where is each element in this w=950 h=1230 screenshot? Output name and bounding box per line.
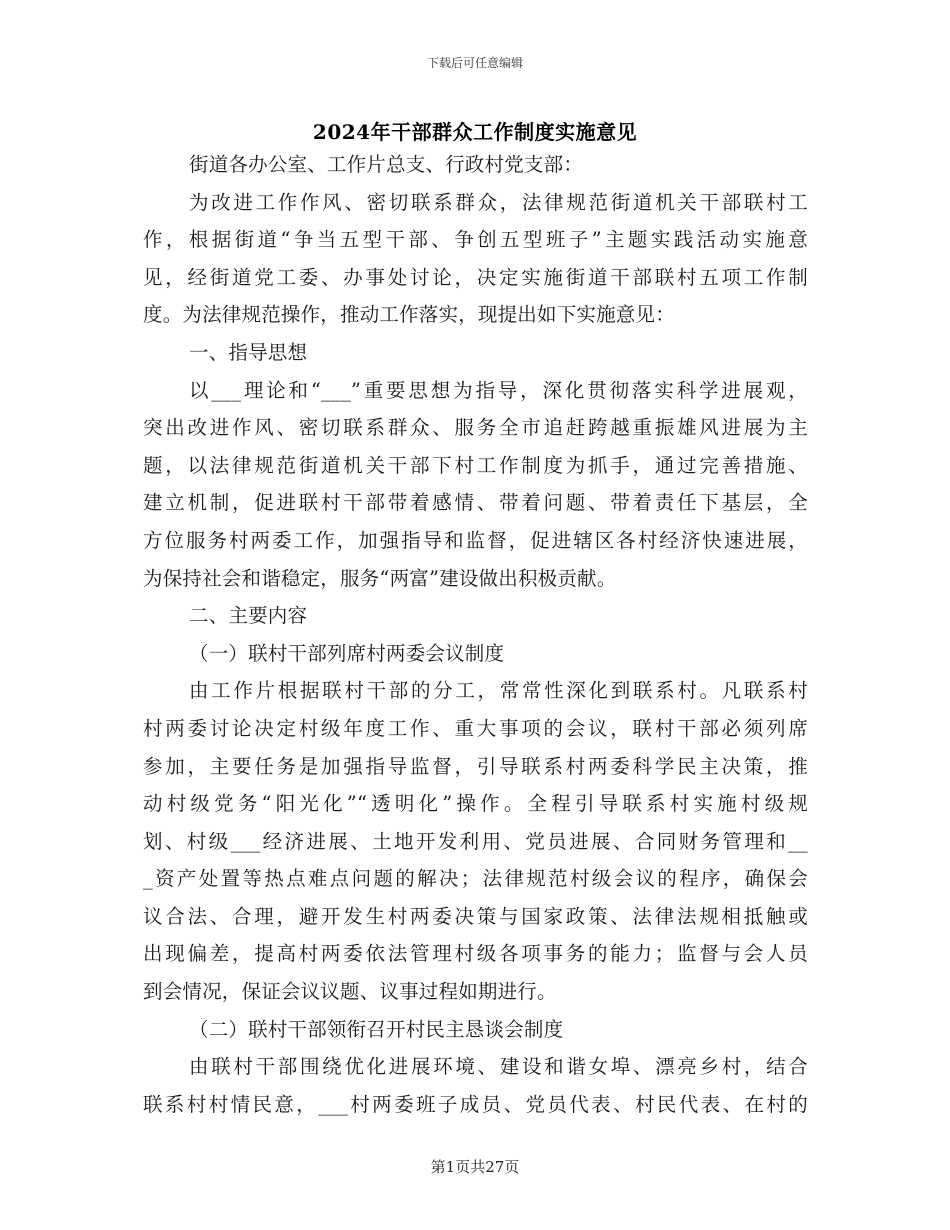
text-line: 由联村干部围绕优化进展环境、建设和谐女埠、漂亮乡村，结合 [189, 1055, 808, 1079]
text-line: 议合法、合理，避开发生村两委决策与国家政策、法律法规相抵触或 [143, 904, 808, 928]
section-heading: 一、指导思想 [189, 340, 308, 364]
text-line: 动村级党务“阳光化”“透明化”操作。全程引导联系村实施村级规 [143, 792, 808, 816]
subsection-heading: （二）联村干部领衔召开村民主恳谈会制度 [189, 1017, 564, 1041]
header-note: 下载后可任意编辑 [426, 56, 523, 70]
text-line: 方位服务村两委工作，加强指导和监督，促进辖区各村经济快速进展， [143, 528, 808, 552]
document-body [143, 146, 808, 1123]
text-line: 街道各办公室、工作片总支、行政村党支部： [189, 153, 584, 176]
text-line: 为改进工作作风、密切联系群众，法律规范街道机关干部联村工 [189, 190, 808, 214]
text-line: 村两委讨论决定村级年度工作、重大事项的会议，联村干部必须列席 [143, 716, 808, 740]
text-line: 划、村级___经济进展、土地开发利用、党员进展、合同财务管理和__ [143, 829, 808, 853]
text-line: 联系村村情民意，___村两委班子成员、党员代表、村民代表、在村的 [143, 1092, 808, 1116]
text-line: 到会情况，保证会议议题、议事过程如期进行。 [143, 980, 557, 1004]
text-line: 见，经街道党工委、办事处讨论，决定实施街道干部联村五项工作制 [143, 265, 808, 289]
page-title: 2024年干部群众工作制度实施意见 [312, 120, 638, 144]
page-footer: 第1页共27页 [430, 1158, 520, 1176]
section-heading: 二、主要内容 [189, 604, 308, 628]
text-line: 突出改进作风、密切联系群众、服务全市追赶跨越重振雄风进展为主 [143, 416, 808, 440]
text-line: 由工作片根据联村干部的分工，常常性深化到联系村。凡联系村 [189, 679, 808, 703]
text-line: 题，以法律规范街道机关干部下村工作制度为抓手，通过完善措施、 [143, 453, 808, 477]
text-line: 参加，主要任务是加强指导监督，引导联系村两委科学民主决策，推 [143, 754, 808, 778]
text-line: _资产处置等热点难点问题的解决；法律规范村级会议的程序，确保会 [143, 867, 808, 891]
text-line: 作，根据街道“争当五型干部、争创五型班子”主题实践活动实施意 [143, 228, 808, 252]
text-line: 以___理论和“___”重要思想为指导，深化贯彻落实科学进展观， [189, 378, 808, 402]
text-line: 建立机制，促进联村干部带着感情、带着问题、带着责任下基层，全 [143, 491, 808, 515]
text-line: 度。为法律规范操作，推动工作落实，现提出如下实施意见： [143, 303, 675, 327]
subsection-heading: （一）联村干部列席村两委会议制度 [189, 641, 505, 665]
text-line: 出现偏差，提高村两委依法管理村级各项事务的能力；监督与会人员 [143, 942, 808, 966]
text-line: 为保持社会和谐稳定，服务“两富”建设做出积极贡献。 [143, 566, 617, 590]
